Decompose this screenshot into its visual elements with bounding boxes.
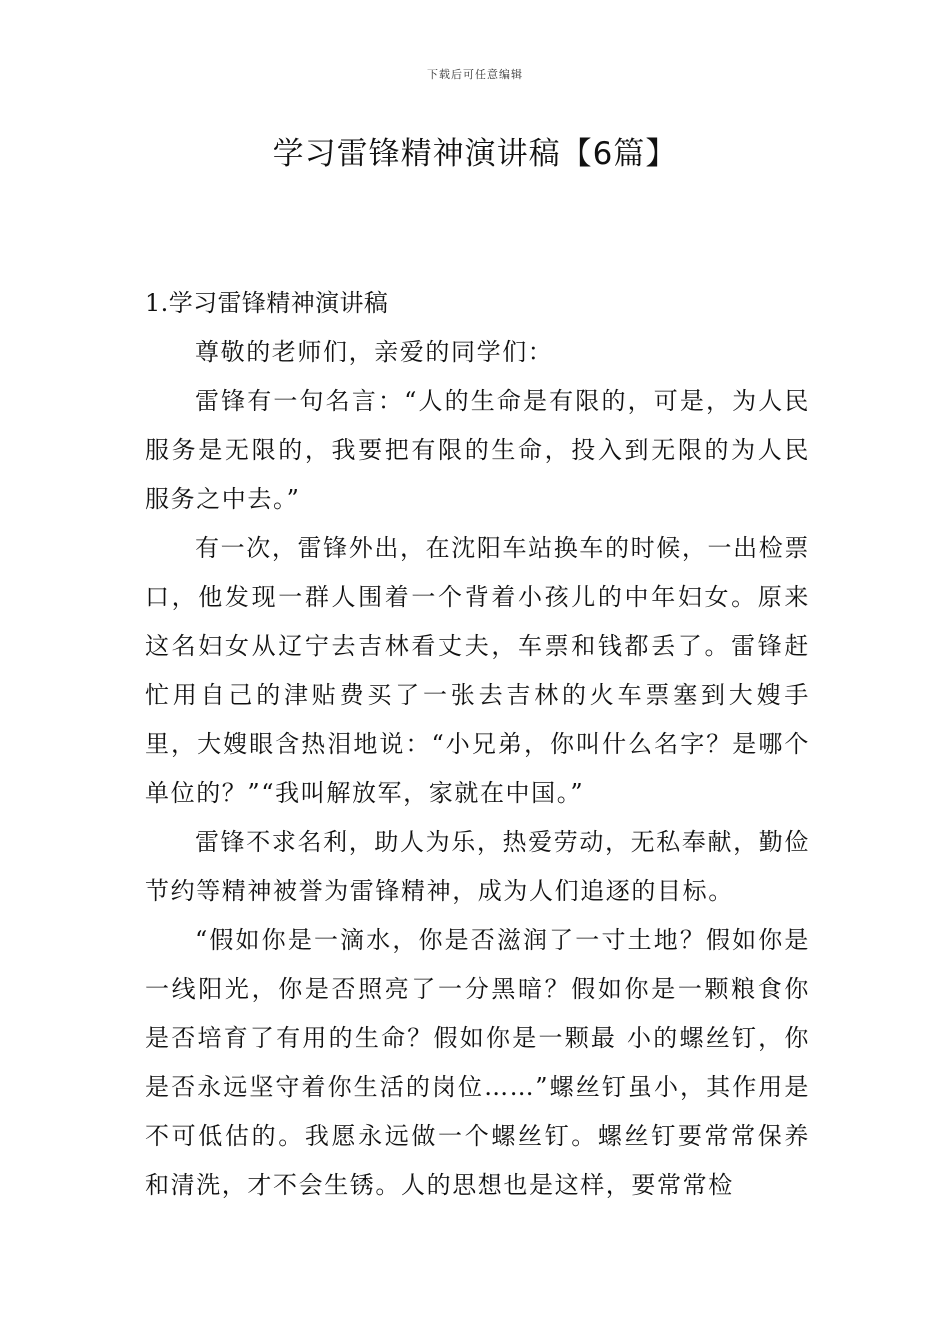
paragraph-greeting: 尊敬的老师们，亲爱的同学们： <box>195 338 554 366</box>
paragraph-spirit: 雷锋不求名利，助人为乐，热爱劳动，无私奉献，勤俭节约等精神被誉为雷锋精神，成为人们追逐的目标。 <box>145 828 810 905</box>
document-body <box>145 279 810 1210</box>
paragraph-story: 有一次，雷锋外出，在沈阳车站换车的时候，一出检票口，他发现一群人围着一个背着小孩儿的中年妇女。原来这名妇女从辽宁去吉林看丈夫，车票和钱都丢了。雷锋赶忙用自己的津贴费买了一张去吉林的火车票塞到大嫂手里，大嫂眼含热泪地说：“小兄弟，你叫什么名字？是哪个单位的？”“我叫解放军，家就在中国。” <box>145 534 810 807</box>
header-note: 下载后可任意编辑 <box>427 68 523 81</box>
paragraph-quote: 雷锋有一句名言：“人的生命是有限的，可是，为人民服务是无限的，我要把有限的生命，投入到无限的为人民服务之中去。” <box>145 387 810 513</box>
paragraph-screw: “假如你是一滴水，你是否滋润了一寸土地？假如你是一线阳光，你是否照亮了一分黑暗？假如你是一颗粮食你是否培育了有用的生命？假如你是一颗最 小的螺丝钉，你是否永远坚守着你生活的岗位……”螺丝钉虽小，其作用是不可低估的。我愿永远做一个螺丝钉。螺丝钉要常常保养和清洗，才不会生锈。人的思想也是这样，要常常检 <box>145 926 810 1199</box>
section-heading: 1.学习雷锋精神演讲稿 <box>145 289 389 317</box>
document-title: 学习雷锋精神演讲稿【6篇】 <box>272 136 678 172</box>
